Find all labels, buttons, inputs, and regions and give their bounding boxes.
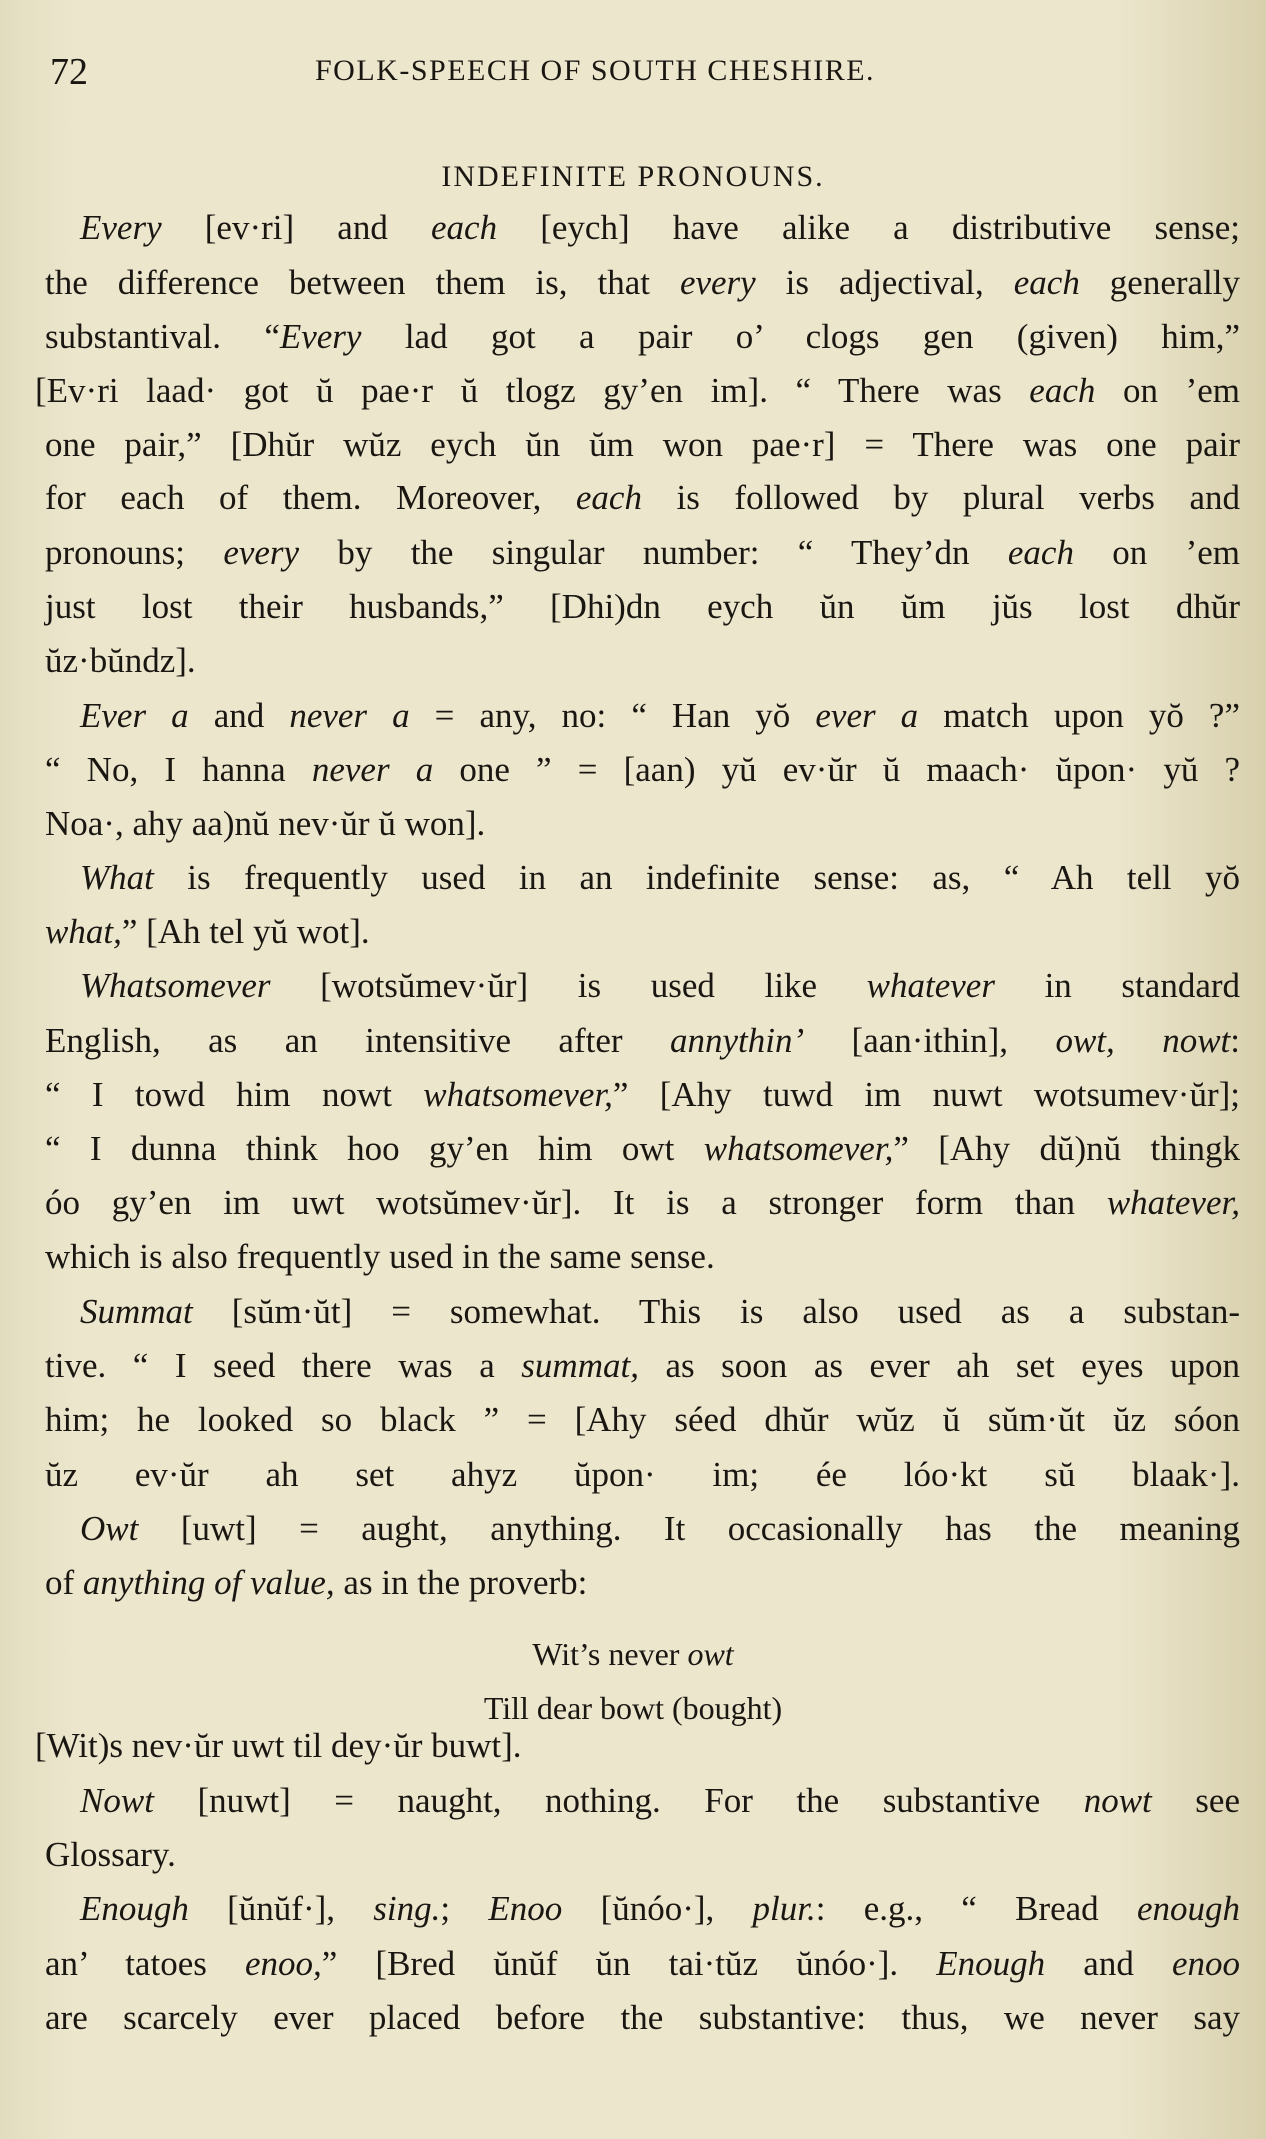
text-line — [45, 423, 1240, 467]
text-line — [45, 802, 1240, 846]
text-run: him; he looked so black ” = [Ahy séed dhŭr wŭz ŭ sŭm·ŭt ŭz sóon — [45, 1400, 1240, 1439]
text-run: as soon as ever ah set eyes upon — [638, 1346, 1241, 1385]
text-line — [45, 1127, 1240, 1171]
italic-term: whatsomever, — [703, 1129, 894, 1168]
italic-term: each — [1007, 533, 1074, 572]
italic-term: Every — [279, 317, 362, 356]
text-run: English, as an intensitive after — [45, 1021, 670, 1060]
text-run: ” [Ahy dŭ)nŭ thingk — [893, 1129, 1241, 1168]
italic-term: never a — [311, 750, 434, 789]
italic-term: plur. — [752, 1889, 816, 1928]
text-run: “ No, I hanna — [45, 750, 312, 789]
italic-term: owt — [687, 1636, 734, 1672]
text-run: [aan·ithin], — [804, 1021, 1056, 1060]
text-line — [45, 1398, 1240, 1442]
italic-term: Enough — [936, 1944, 1046, 1983]
text-run: of — [45, 1563, 83, 1602]
text-run: and — [188, 696, 290, 735]
text-line — [45, 261, 1240, 305]
text-line — [45, 531, 1240, 575]
text-line — [45, 1181, 1240, 1225]
italic-term: summat, — [521, 1346, 639, 1385]
text-line — [45, 1344, 1240, 1388]
text-line — [45, 1561, 1240, 1605]
italic-term: every — [679, 263, 756, 302]
text-run: = any, no: “ Han yŏ — [409, 696, 816, 735]
italic-term: every — [223, 533, 300, 572]
running-title: FOLK-SPEECH OF SOUTH CHESHIRE. — [315, 54, 876, 87]
text-run: ŭz·bŭndz]. — [45, 641, 196, 680]
italic-term: enough — [1136, 1889, 1240, 1928]
text-line — [80, 856, 1240, 900]
text-run: ” [Ah tel yŭ wot]. — [121, 912, 370, 951]
text-line — [45, 1942, 1240, 1986]
italic-term: Enough — [80, 1889, 189, 1928]
section-title: INDEFINITE PRONOUNS. — [441, 160, 825, 193]
text-line — [35, 1724, 1240, 1768]
text-line — [45, 1073, 1240, 1117]
italic-term: Whatsomever — [80, 966, 271, 1005]
text-line — [80, 206, 1240, 250]
text-run: [nuwt] = naught, nothing. For the substantive — [153, 1781, 1084, 1820]
text-run: generally — [1079, 263, 1241, 302]
page-header — [50, 50, 1196, 100]
text-line — [45, 585, 1240, 629]
text-run: ” [Ahy tuwd im nuwt wotsumev·ŭr]; — [612, 1075, 1240, 1114]
text-line — [80, 1887, 1240, 1931]
text-run: and — [1045, 1944, 1172, 1983]
text-run: is followed by plural verbs and — [641, 478, 1240, 517]
text-run: is adjectival, — [755, 263, 1014, 302]
text-run: [ev·ri] and — [161, 208, 431, 247]
text-line — [80, 694, 1240, 738]
italic-term: never a — [289, 696, 410, 735]
italic-term: enoo — [1171, 1944, 1240, 1983]
text-run: [wotsŭmev·ŭr] is used like — [270, 966, 867, 1005]
italic-term: what, — [45, 912, 122, 951]
italic-term: whatsomever, — [423, 1075, 613, 1114]
text-line — [80, 1507, 1240, 1551]
text-run: on ’em — [1073, 533, 1240, 572]
text-run: ” [Bred ŭnŭf ŭn tai·tŭz ŭnóo·]. — [321, 1944, 937, 1983]
text-run: [Ev·ri laad· got ŭ pae·r ŭ tlogz gy’en im]. “ There was — [35, 371, 1030, 410]
text-run: by the singular number: “ They’dn — [299, 533, 1008, 572]
text-line — [35, 369, 1240, 413]
italic-term: anything of value, — [82, 1563, 335, 1602]
text-run: óo gy’en im uwt wotsŭmev·ŭr]. It is a stronger form than — [45, 1183, 1107, 1222]
text-line — [45, 1235, 1240, 1279]
text-line — [45, 1833, 1240, 1877]
verse-line — [0, 1632, 1266, 1676]
text-line — [80, 1290, 1240, 1334]
text-run: in standard — [994, 966, 1241, 1005]
text-run: see — [1151, 1781, 1240, 1820]
text-run: Wit’s never — [532, 1636, 688, 1672]
text-line — [45, 639, 1240, 683]
text-run: are scarcely ever placed before the substantive: thus, we never say — [45, 1998, 1240, 2037]
text-run: ŭz ev·ŭr ah set ahyz ŭpon· im; ée lóo·kt sŭ blaak·]. — [45, 1455, 1240, 1494]
text-run: on ’em — [1095, 371, 1240, 410]
text-run: just lost their husbands,” [Dhi)dn eych ŭn ŭm jŭs lost dhŭr — [45, 587, 1240, 626]
text-run: : — [1230, 1021, 1240, 1060]
italic-term: sing. — [373, 1889, 441, 1928]
text-run: the difference between them is, that — [45, 263, 680, 302]
text-run: Glossary. — [45, 1835, 176, 1874]
text-run: pronouns; — [45, 533, 224, 572]
text-line — [80, 1779, 1240, 1823]
text-line — [80, 964, 1240, 1008]
text-line — [45, 1453, 1240, 1497]
italic-term: owt, nowt — [1055, 1021, 1231, 1060]
text-run: [ŭnŭf·], — [188, 1889, 374, 1928]
italic-term: each — [1029, 371, 1096, 410]
text-run: one pair,” [Dhŭr wŭz eych ŭn ŭm won pae·r] = There was one pair — [45, 425, 1240, 464]
text-run: “ I dunna think hoo gy’en him owt — [45, 1129, 704, 1168]
text-run: is frequently used in an indefinite sense: as, “ Ah tell yŏ — [153, 858, 1240, 897]
text-run: : e.g., “ Bread — [815, 1889, 1137, 1928]
italic-term: whatever — [866, 966, 995, 1005]
text-run: lad got a pair o’ clogs gen (given) him,” — [361, 317, 1240, 356]
text-run: [sŭm·ŭt] = somewhat. This is also used as a substan- — [192, 1292, 1240, 1331]
italic-term: Every — [80, 208, 162, 247]
text-line — [45, 476, 1240, 520]
text-line — [45, 910, 1240, 954]
text-run: [Wit)s nev·ŭr uwt til dey·ŭr buwt]. — [35, 1726, 522, 1765]
text-line — [45, 1996, 1240, 2040]
italic-term: Summat — [80, 1292, 193, 1331]
italic-term: each — [1013, 263, 1080, 302]
italic-term: Ever a — [80, 696, 189, 735]
text-run: match upon yŏ ?” — [918, 696, 1241, 735]
text-run: one ” = [aan) yŭ ev·ŭr ŭ maach· ŭpon· yŭ ? — [433, 750, 1240, 789]
italic-term: Enoo — [488, 1889, 563, 1928]
text-run: Noa·, ahy aa)nŭ nev·ŭr ŭ won]. — [45, 804, 486, 843]
text-run: an’ tatoes — [45, 1944, 245, 1983]
text-line — [45, 748, 1240, 792]
text-run: [ŭnóo·], — [562, 1889, 753, 1928]
italic-term: ever a — [815, 696, 919, 735]
text-run: tive. “ I seed there was a — [45, 1346, 522, 1385]
italic-term: annythin’ — [669, 1021, 805, 1060]
text-run: for each of them. Moreover, — [45, 478, 576, 517]
text-run: Till dear bowt (bought) — [483, 1690, 783, 1726]
text-run: [eych] have alike a distributive sense; — [497, 208, 1240, 247]
page-number: 72 — [50, 51, 88, 93]
italic-term: each — [575, 478, 642, 517]
italic-term: nowt — [1083, 1781, 1152, 1820]
italic-term: each — [431, 208, 498, 247]
italic-term: What — [80, 858, 154, 897]
text-run: ; — [440, 1889, 489, 1928]
italic-term: Owt — [80, 1509, 139, 1548]
text-run: which is also frequently used in the same sense. — [45, 1237, 715, 1276]
text-line — [45, 1019, 1240, 1063]
text-run: “ I towd him nowt — [45, 1075, 424, 1114]
verse-line — [0, 1686, 1266, 1730]
text-run: [uwt] = aught, anything. It occasionally has the meaning — [138, 1509, 1240, 1548]
italic-term: enoo, — [244, 1944, 322, 1983]
italic-term: whatever, — [1106, 1183, 1240, 1222]
italic-term: Nowt — [80, 1781, 154, 1820]
text-run: substantival. “ — [45, 317, 280, 356]
text-run: as in the proverb: — [334, 1563, 588, 1602]
text-line — [45, 315, 1240, 359]
